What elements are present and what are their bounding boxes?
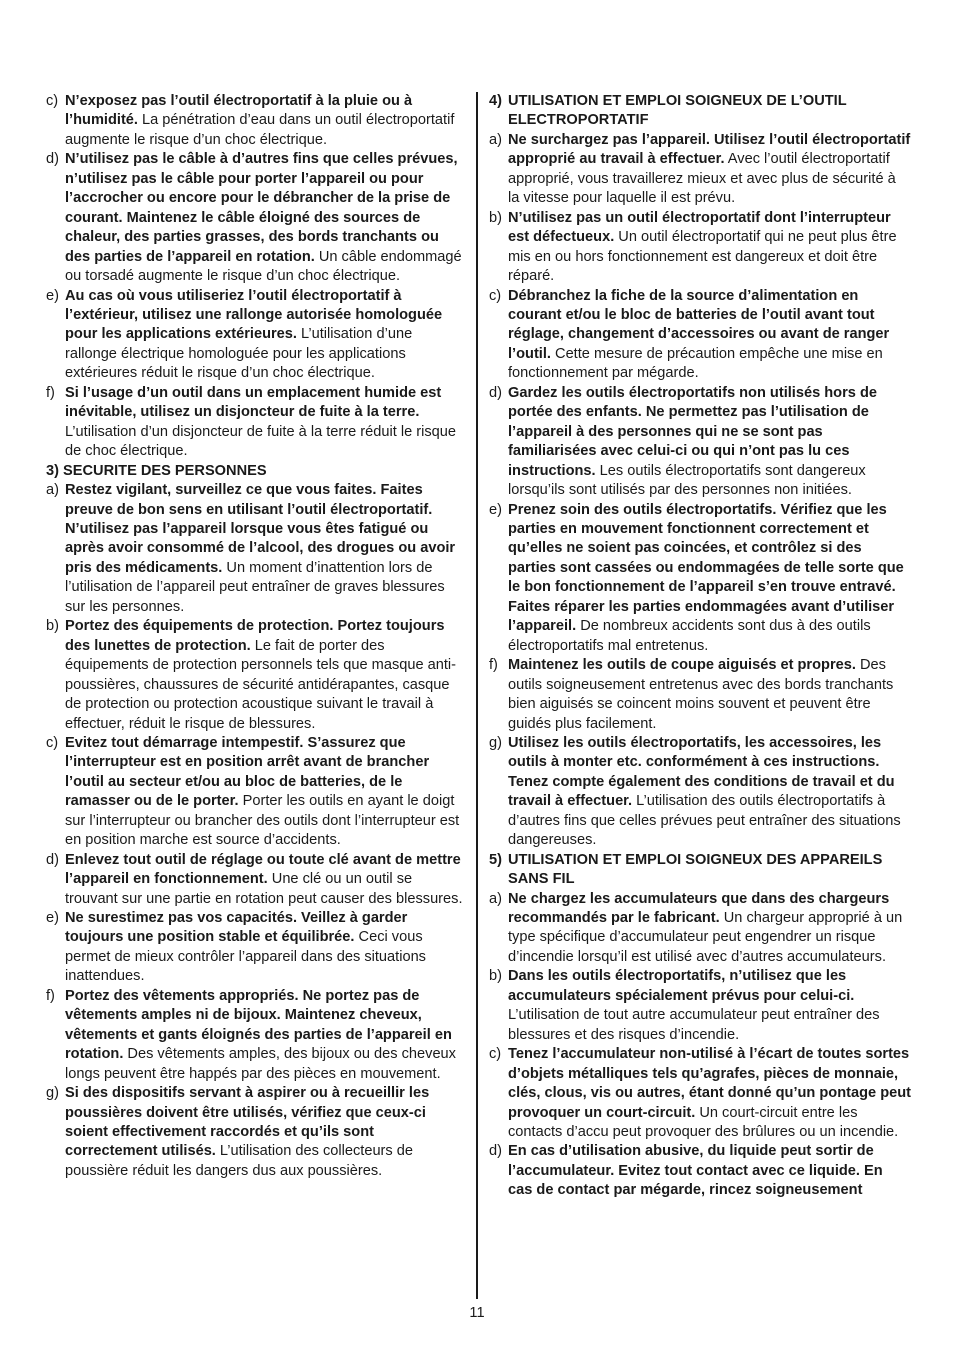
item-explanation: Un câble endommagé ou torsadé augmente le risque d’un choc électrique. bbox=[65, 248, 462, 285]
item-label: c) bbox=[46, 734, 59, 751]
list-item bbox=[489, 131, 911, 209]
item-explanation: Porter les outils en ayant le doigt sur l’interrupteur ou brancher des outils dont l’interrupteur est en position marche est source d’accidents. bbox=[65, 793, 460, 849]
item-instruction: Evitez tout démarrage intempestif. S’assurez que l’interrupteur est en position arrêt avant de brancher l’outil au secteur et/ou au bloc de batteries, de le ramasser ou de le porter. bbox=[65, 734, 430, 810]
item-label: e) bbox=[489, 501, 502, 518]
item-instruction: Au cas où vous utiliseriez l’outil électroportatif à l’extérieur, utilisez une rallonge autorisée homologuée pour les applications extérieures. bbox=[65, 287, 443, 343]
list-item bbox=[46, 384, 466, 462]
item-instruction: Portez des vêtements appropriés. Ne portez pas de vêtements amples ni de bijoux. Maintenez cheveux, vêtements et gants éloignés des parties de l’appareil en rotation. bbox=[65, 987, 452, 1063]
item-explanation: Un moment d’inattention lors de l’utilisation de l’appareil peut entraîner de graves blessures sur les personnes. bbox=[65, 559, 445, 615]
item-instruction: Tenez l’accumulateur non-utilisé à l’écart de toutes sortes d’objets métalliques tels qu’agrafes, pièces de monnaie, clés, clous, vis ou autres, étant donné qu’un pontage peut provoquer un court-circuit. bbox=[508, 1046, 912, 1121]
left-column bbox=[46, 92, 466, 1181]
section-title: UTILISATION ET EMPLOI SOIGNEUX DES APPAREILS SANS FIL bbox=[508, 851, 883, 888]
column-divider bbox=[476, 92, 478, 1299]
right-column bbox=[489, 92, 911, 1201]
list-item bbox=[489, 890, 911, 968]
item-label: b) bbox=[489, 209, 502, 226]
list-item bbox=[46, 987, 466, 1084]
item-instruction: Enlevez tout outil de réglage ou toute clé avant de mettre l’appareil en fonctionnement. bbox=[65, 851, 461, 888]
item-instruction: Ne surestimez pas vos capacités. Veillez à garder toujours une position stable et équilibrée. bbox=[65, 910, 408, 946]
item-explanation: Une clé ou un outil se trouvant sur une partie en rotation peut causer des blessures. bbox=[65, 871, 463, 907]
list-item bbox=[489, 734, 911, 851]
list-item bbox=[46, 851, 466, 909]
item-instruction: Portez des équipements de protection. Portez toujours des lunettes de protection. bbox=[65, 618, 445, 654]
item-explanation: Ceci vous permet de mieux contrôler l’appareil dans des situations inattendues. bbox=[65, 929, 426, 985]
list-item bbox=[489, 967, 911, 1045]
item-instruction: N’utilisez pas un outil électroportatif dont l’interrupteur est défectueux. bbox=[508, 209, 891, 246]
item-label: a) bbox=[489, 890, 502, 907]
item-label: e) bbox=[46, 287, 59, 304]
section-number: 5) bbox=[489, 851, 502, 868]
item-instruction: Si des dispositifs servant à aspirer ou à recueillir les poussières doivent être utilisés, vérifiez que ceux-ci soient effectivement raccordés et qu’ils sont correctement utilisés. bbox=[65, 1085, 430, 1160]
list-item bbox=[489, 1045, 911, 1142]
item-explanation: Des vêtements amples, des bijoux ou des cheveux longs peuvent être happés par des pièces en mouvement. bbox=[65, 1046, 456, 1082]
item-instruction: Débranchez la fiche de la source d’alimentation en courant et/ou le bloc de batteries de l’outil avant tout réglage, changement d’accessoires ou avant de ranger l’outil. bbox=[508, 287, 890, 362]
page-number: 11 bbox=[469, 1305, 485, 1321]
list-item bbox=[489, 1142, 911, 1200]
list-item bbox=[46, 481, 466, 617]
item-explanation: Un court-circuit entre les contacts d’accu peut provoquer des brûlures ou un incendie. bbox=[508, 1104, 899, 1141]
item-label: f) bbox=[489, 657, 498, 674]
item-instruction: Gardez les outils électroportatifs non utilisés hors de portée des enfants. Ne permettez pas l’utilisation de l’appareil à des personnes qui ne se sont pas familiarisées avec celui-ci ou qui n’ont pas lu ces instructions. bbox=[508, 384, 877, 479]
list-item bbox=[489, 656, 911, 734]
item-instruction: N’exposez pas l’outil électroportatif à la pluie ou à l’humidité. bbox=[65, 93, 413, 129]
item-label: d) bbox=[46, 151, 59, 168]
item-explanation: Le fait de porter des équipements de protection personnels tels que masque anti-poussières, chaussures de sécurité antidérapantes, casque de protection ou protection acoustique suivant le travail à effectuer, réduit le risque de blessures. bbox=[65, 637, 457, 732]
item-instruction: Maintenez les outils de coupe aiguisés et propres. bbox=[508, 657, 856, 674]
list-item bbox=[46, 909, 466, 987]
list-item bbox=[489, 384, 911, 501]
item-instruction: Ne chargez les accumulateurs que dans des chargeurs recommandés par le fabricant. bbox=[508, 890, 890, 927]
section-heading bbox=[46, 462, 466, 481]
item-explanation: Un chargeur approprié à un type spécifique d’accumulateur peut engendrer un risque d’incendie lorsqu’il est utilisé avec d’autres accumulateurs. bbox=[508, 910, 903, 965]
item-explanation: L’utilisation de tout autre accumulateur peut entraîner des blessures et des risques d’incendie. bbox=[508, 1007, 880, 1043]
item-label: d) bbox=[489, 384, 502, 401]
item-explanation: Les outils électroportatifs sont dangereux lorsqu’ils sont utilisés par des personnes non initiées. bbox=[508, 462, 866, 499]
list-item bbox=[489, 501, 911, 657]
section-heading bbox=[489, 851, 911, 890]
item-instruction: N’utilisez pas le câble à d’autres fins que celles prévues, n’utilisez pas le câble pour porter l’appareil ou pour l’accrocher ou encore pour le débrancher de la prise de courant. Maintenez le câble éloigné des sources de chaleur, des parties grasses, des bords tranchants ou des parties de l’appareil en rotation. bbox=[65, 151, 458, 265]
section-title: 3) SECURITE DES PERSONNES bbox=[46, 462, 267, 479]
item-explanation: Des outils soigneusement entretenus avec des bords tranchants bien aiguisés se coincent moins souvent et peuvent être guidés plus facilement. bbox=[508, 657, 894, 732]
section-heading bbox=[489, 92, 911, 131]
item-explanation: La pénétration d’eau dans un outil électroportatif augmente le risque d’un choc électrique. bbox=[65, 112, 455, 148]
item-label: c) bbox=[489, 1046, 502, 1063]
item-instruction: En cas d’utilisation abusive, du liquide peut sortir de l’accumulateur. Evitez tout contact avec ce liquide. En cas de contact par mégarde, rincez soigneusement bbox=[508, 1143, 883, 1199]
item-instruction: Restez vigilant, surveillez ce que vous faites. Faites preuve de bon sens en utilisant l’outil électroportatif. N’utilisez pas l’appareil lorsque vous êtes fatigué ou après avoir consommé de l’alcool, des drogues ou avoir pris des médicaments. bbox=[65, 482, 456, 576]
item-instruction: Utilisez les outils électroportatifs, les accessoires, les outils à monter etc. conformément à ces instructions. Tenez compte également des conditions de travail et du travail à effectuer. bbox=[508, 734, 895, 810]
item-instruction: Prenez soin des outils électroportatifs. Vérifiez que les parties en mouvement fonctionnent correctement et qu’elles ne soient pas coincées, et contrôlez si des parties sont cassées ou endommagées de telle sorte que le bon fonctionnement de l’appareil s’en trouve entravé. Faites réparer les parties endommagées avant d’utiliser l’appareil. bbox=[508, 501, 904, 635]
item-label: e) bbox=[46, 910, 59, 927]
item-explanation: L’utilisation d’un disjoncteur de fuite à la terre réduit le risque de choc électrique. bbox=[65, 423, 457, 460]
list-item bbox=[489, 287, 911, 384]
item-label: a) bbox=[46, 482, 59, 499]
item-label: c) bbox=[489, 287, 502, 304]
item-explanation: L’utilisation d’une rallonge électrique homologuée pour les applications extérieures réduit le risque d’un choc électrique. bbox=[65, 326, 413, 382]
item-label: g) bbox=[489, 734, 502, 751]
list-item bbox=[46, 617, 466, 734]
item-instruction: Ne surchargez pas l’appareil. Utilisez l’outil électroportatif approprié au travail à effectuer. bbox=[508, 131, 911, 168]
list-item bbox=[46, 734, 466, 851]
item-explanation: De nombreux accidents sont dus à des outils électroportatifs mal entretenus. bbox=[508, 618, 871, 654]
item-label: f) bbox=[46, 384, 55, 401]
list-item bbox=[46, 1084, 466, 1181]
list-item bbox=[46, 150, 466, 286]
list-item bbox=[46, 92, 466, 150]
item-explanation: Un outil électroportatif qui ne peut plus être mis en ou hors fonctionnement est dangereux et doit être réparé. bbox=[508, 229, 897, 285]
list-item bbox=[46, 287, 466, 384]
section-title: UTILISATION ET EMPLOI SOIGNEUX DE L’OUTIL ELECTROPORTATIF bbox=[508, 93, 847, 129]
item-label: d) bbox=[489, 1143, 502, 1160]
item-explanation: Avec l’outil électroportatif approprié, vous travaillerez mieux et avec plus de sécurité à la vitesse pour laquelle il est prévu. bbox=[508, 151, 896, 207]
item-label: b) bbox=[489, 968, 502, 985]
item-label: a) bbox=[489, 131, 502, 148]
item-label: g) bbox=[46, 1085, 59, 1102]
item-instruction: Dans les outils électroportatifs, n’utilisez que les accumulateurs spécialement prévus pour celui-ci. bbox=[508, 968, 855, 1004]
item-label: d) bbox=[46, 851, 59, 868]
section-number: 4) bbox=[489, 93, 502, 109]
item-explanation: L’utilisation des outils électroportatifs à d’autres fins que celles prévues peut entraîner des situations dangereuses. bbox=[508, 793, 901, 849]
item-explanation: L’utilisation des collecteurs de poussière réduit les dangers dus aux poussières. bbox=[65, 1143, 414, 1179]
item-instruction: Si l’usage d’un outil dans un emplacement humide est inévitable, utilisez un disjoncteur de fuite à la terre. bbox=[65, 384, 442, 421]
item-label: b) bbox=[46, 618, 59, 635]
item-explanation: Cette mesure de précaution empêche une mise en fonctionnement par mégarde. bbox=[508, 345, 883, 382]
list-item bbox=[489, 209, 911, 287]
item-label: f) bbox=[46, 987, 55, 1004]
item-label: c) bbox=[46, 93, 59, 109]
